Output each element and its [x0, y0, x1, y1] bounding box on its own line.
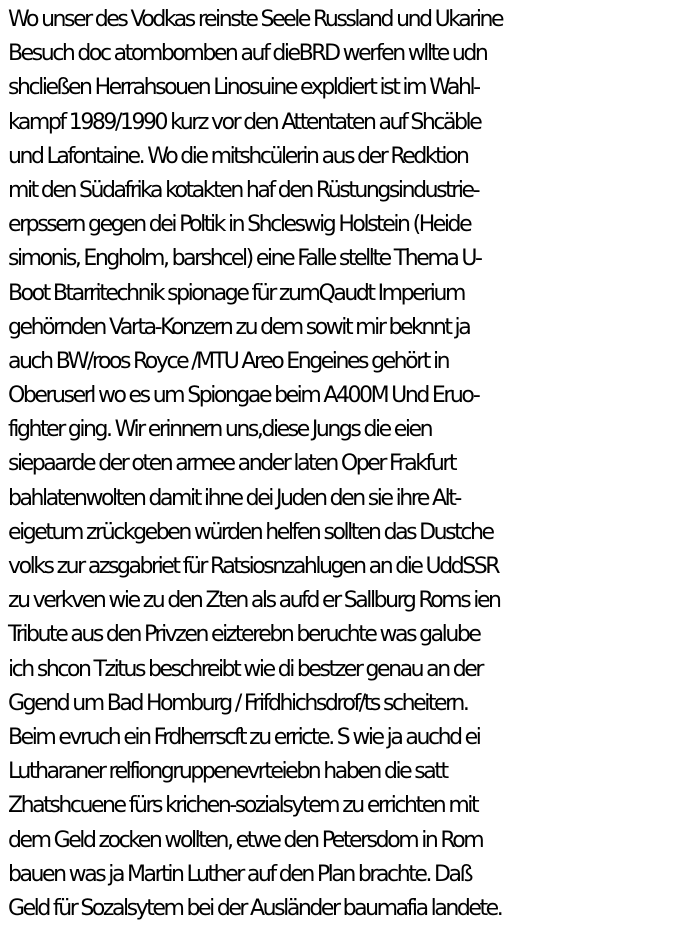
text-line: Tribute aus den Privzen eizterebn beruchte was galube [8, 622, 480, 648]
text-line: Geld für Sozalsytem bei der Ausländer baumafia landete. [8, 895, 502, 921]
text-line: Oberuserl wo es um Spiongae beim A400M Und Eruo- [8, 383, 479, 409]
text-line: Besuch doc atombomben auf dieBRD werfen wllte udn [8, 41, 487, 67]
text-line: volks zur azsgabriet für Ratsiosnzahlugen an die UddSSR [8, 554, 499, 579]
text-line: siepaarde der oten armee ander laten Oper Frakfurt [8, 451, 456, 477]
text-line: gehörnden Varta-Konzern zu dem sowit mir beknnt ja [8, 314, 470, 340]
text-line: fighter ging. Wir erinnern uns,diese Jungs die eien [8, 417, 432, 443]
text-line: eigetum zrückgeben würden helfen sollten das Dustche [8, 519, 493, 545]
text-line: mit den Südafrika kotakten haf den Rüstungsindustrie- [8, 177, 479, 203]
text-line: auch BW/roos Royce /MTU Areo Engeines gehört in [8, 348, 449, 374]
text-line: bauen was ja Martin Luther auf den Plan brachte. Daß [8, 861, 471, 887]
text-line: shcließen Herrahsouen Linosuine expldiert ist im Wahl- [8, 75, 479, 101]
text-line: Wo unser des Vodkas reinste Seele Russland und Ukarine [8, 7, 503, 32]
text-line: Boot Btarritechnik spionage für zumQaudt Imperium [8, 280, 464, 306]
text-line: ich shcon Tzitus beschreibt wie di bestzer genau an der [8, 656, 482, 682]
text-line: erpssern gegen dei Poltik in Shcleswig Holstein (Heide [8, 212, 471, 238]
document-body-text [8, 3, 684, 926]
text-line: simonis, Engholm, barshcel) eine Falle stellte Thema U- [8, 246, 481, 272]
text-line: bahlatenwolten damit ihne dei Juden den sie ihre Alt- [8, 485, 460, 511]
text-line: zu verkven wie zu den Zten als aufd er Sallburg Roms ien [8, 588, 500, 614]
text-line: Zhatshcuene fürs krichen-sozialsytem zu errichten mit [8, 793, 478, 819]
text-line: Beim evruch ein Frdherrscft zu erricte. S wie ja auchd ei [8, 724, 480, 750]
text-line: dem Geld zocken wollten, etwe den Petersdom in Rom [8, 827, 483, 853]
text-line: Lutharaner relfiongruppenevrteiebn haben die satt [8, 759, 447, 785]
text-line: Ggend um Bad Homburg / Frifdhichsdrof/ts scheitern. [8, 690, 468, 716]
text-line: und Lafontaine. Wo die mitshcülerin aus der Redktion [8, 143, 468, 169]
text-line: kampf 1989/1990 kurz vor den Attentaten auf Shcäble [8, 109, 481, 135]
